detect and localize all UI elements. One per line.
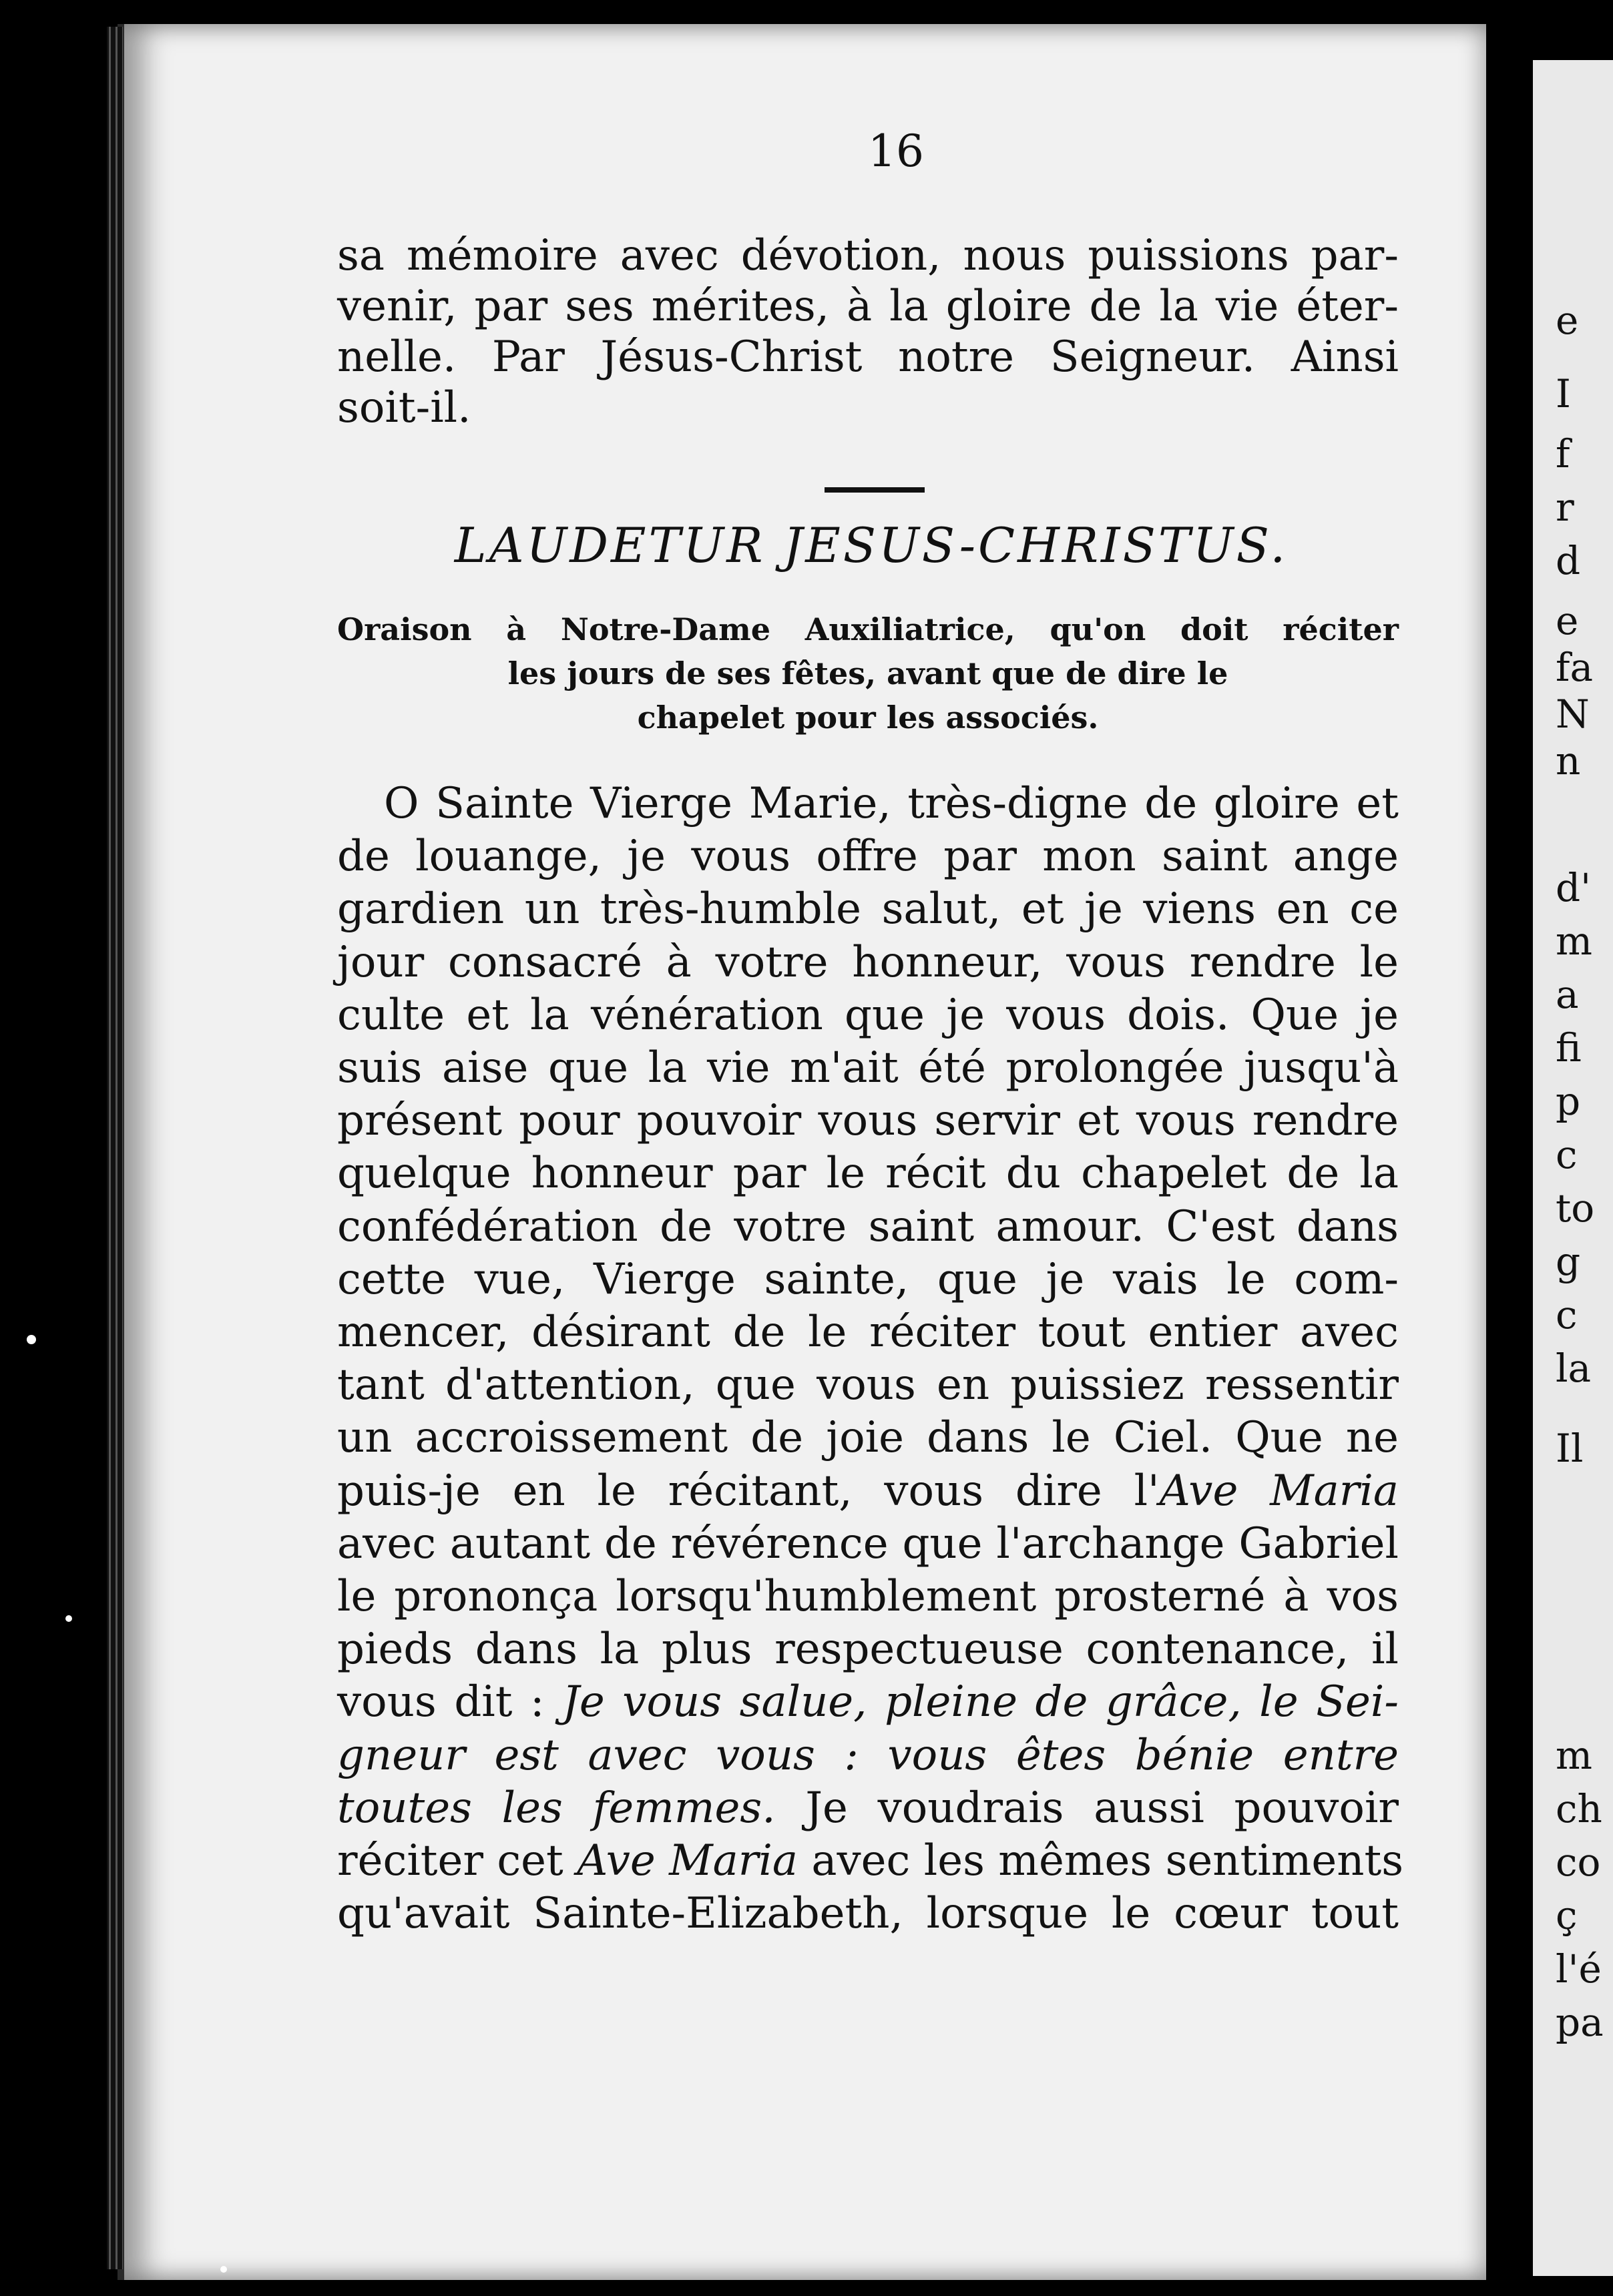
section-heading: LAUDETUR JESUS-CHRISTUS. [454, 517, 1289, 573]
right-page-fragment: r [1556, 485, 1574, 530]
divider-rule [825, 487, 925, 493]
text-line: gardien un très-humble salut, et je viens en ce [337, 884, 1399, 934]
right-page-fragment: ch [1556, 1786, 1602, 1831]
text-line: pieds dans la plus respectueuse contenance, il [337, 1625, 1399, 1675]
italic-run: toutes les femmes. [337, 1783, 776, 1833]
text-line: cette vue, Vierge sainte, que je vais le com- [337, 1254, 1399, 1304]
right-page-fragment: a [1556, 972, 1579, 1017]
right-page-fragment: fi [1556, 1025, 1582, 1071]
text-line: un accroissement de joie dans le Ciel. Que ne [337, 1413, 1399, 1463]
right-page-fragment: Il [1556, 1426, 1584, 1471]
text-line: de louange, je vous offre par mon saint ange [337, 832, 1399, 882]
right-page-fragment: m [1556, 1733, 1592, 1778]
right-page-fragment: N [1556, 691, 1590, 737]
text-line: quelque honneur par le récit du chapelet de la [337, 1149, 1399, 1199]
right-page-fragment: c [1556, 1132, 1578, 1177]
right-page-fragment: to [1556, 1185, 1595, 1231]
text-line [337, 1729, 1399, 1782]
right-page-fragment: c [1556, 1292, 1578, 1338]
text-line: tant d'attention, que vous en puissiez ressentir [337, 1360, 1399, 1410]
right-page-fragment: co [1556, 1839, 1601, 1885]
text-run: Je voudrais aussi pouvoir [775, 1783, 1399, 1833]
text-line: jour consacré à votre honneur, vous rendre le [337, 937, 1399, 987]
text-line: O Sainte Vierge Marie, très-digne de gloire et [384, 779, 1399, 828]
page-edge [107, 27, 123, 2269]
prayer-body [337, 778, 1404, 1940]
text-line: mencer, désirant de le réciter tout entier avec [337, 1308, 1399, 1358]
text-line [337, 1465, 1399, 1518]
right-page-fragment: e [1556, 298, 1579, 343]
prayer-subtitle [337, 607, 1399, 740]
right-page-fragment: fa [1556, 645, 1594, 690]
speck [65, 1615, 72, 1622]
right-page-fragment: I [1556, 371, 1571, 416]
italic-run: Je vous salue, pleine de grâce, le Sei- [562, 1677, 1399, 1727]
right-page-fragment: ç [1556, 1893, 1578, 1938]
right-page-fragment: l'é [1556, 1946, 1602, 1992]
page-number: 16 [868, 125, 924, 177]
subtitle-line: Oraison à Notre-Dame Auxiliatrice, qu'on doit réciter [337, 611, 1399, 647]
right-page-fragment: pa [1556, 2000, 1604, 2045]
text-line: qu'avait Sainte-Elizabeth, lorsque le cœur tout [337, 1889, 1399, 1939]
speck [220, 2266, 227, 2273]
right-page-fragment: d [1556, 538, 1581, 583]
text-line: venir, par ses mérites, à la gloire de la vie éter- [337, 282, 1399, 331]
text-run: avec les mêmes sentiments [798, 1836, 1404, 1886]
speck [27, 1335, 36, 1344]
subtitle-line: les jours de ses fêtes, avant que de dire le [507, 655, 1228, 691]
text-line: avec autant de révérence que l'archange Gabriel [337, 1518, 1399, 1568]
text-line [337, 1835, 1404, 1888]
text-run: vous dit : [337, 1677, 563, 1727]
right-page-fragment: e [1556, 598, 1579, 643]
text-run: réciter cet [337, 1836, 578, 1886]
italic-run: Ave Maria [577, 1836, 798, 1886]
text-line: sa mémoire avec dévotion, nous puissions par- [337, 231, 1399, 280]
right-page-fragment: d' [1556, 865, 1592, 910]
subtitle-line: chapelet pour les associés. [637, 699, 1099, 736]
right-page-fragment: la [1556, 1346, 1592, 1391]
right-page-fragment: m [1556, 918, 1592, 964]
text-line: culte et la vénération que je vous dois. Que je [337, 990, 1399, 1040]
text-run: puis-je en le récitant, vous dire l' [337, 1466, 1160, 1516]
text-line: nelle. Par Jésus-Christ notre Seigneur. Ainsi [337, 332, 1399, 382]
right-page-fragment: n [1556, 738, 1581, 784]
text-line: confédération de votre saint amour. C'est dans [337, 1201, 1399, 1251]
text-line [337, 1782, 1399, 1835]
italic-run: gneur est avec vous : vous êtes bénie entre [337, 1730, 1399, 1780]
top-paragraph [337, 230, 1399, 433]
text-line: le prononça lorsqu'humblement prosterné à vos [337, 1572, 1399, 1622]
right-page-fragment: g [1556, 1239, 1581, 1284]
text-line: soit-il. [337, 383, 471, 433]
text-line: suis aise que la vie m'ait été prolongée jusqu'à [337, 1043, 1399, 1093]
text-line: présent pour pouvoir vous servir et vous rendre [337, 1096, 1399, 1146]
right-page-fragment: p [1556, 1079, 1581, 1124]
text-line [337, 1676, 1399, 1729]
right-page-fragment: f [1556, 431, 1570, 477]
italic-run: Ave Maria [1159, 1466, 1399, 1516]
gutter [1486, 0, 1533, 2296]
